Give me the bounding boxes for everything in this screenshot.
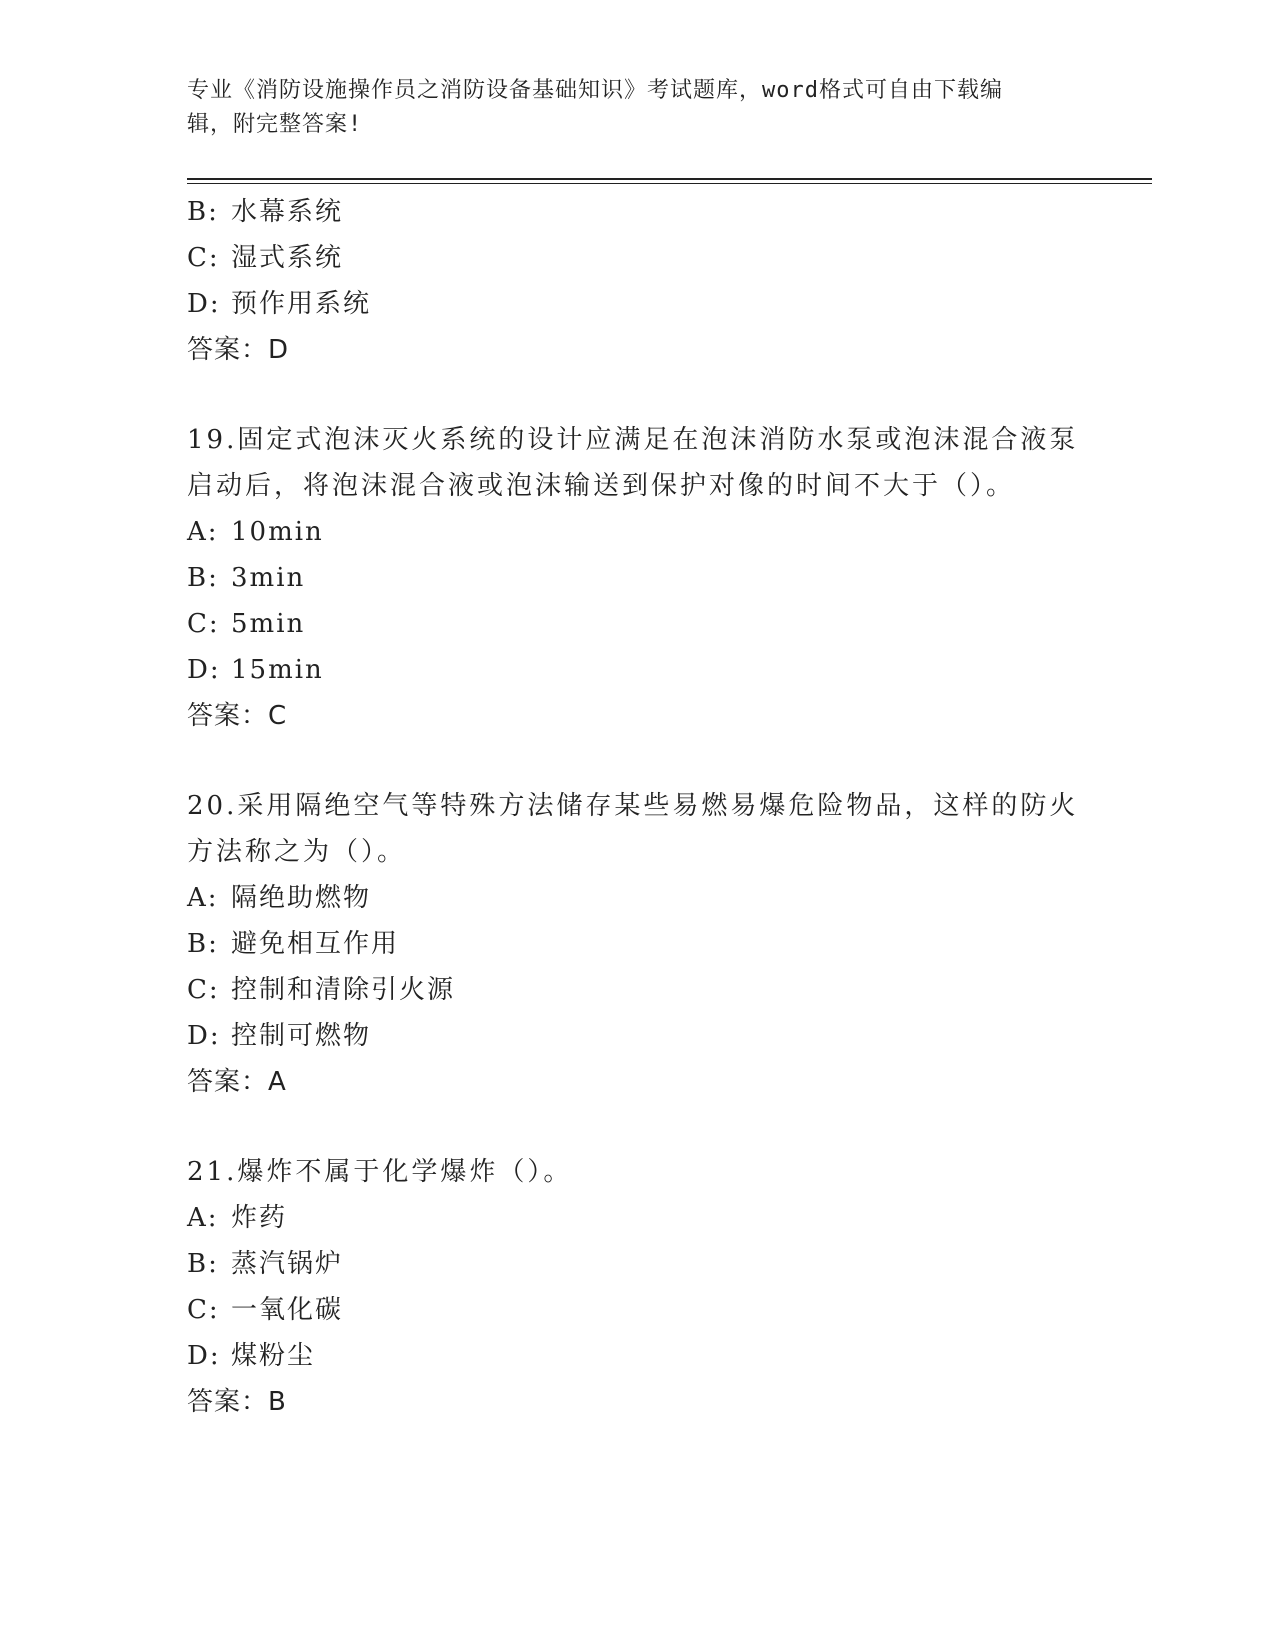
option-c xyxy=(187,1287,1087,1333)
page-header xyxy=(187,74,1087,142)
option-c xyxy=(187,235,1087,281)
option-text: 控制可燃物 xyxy=(231,1021,372,1051)
option-d xyxy=(187,281,1087,327)
question-text-line: 启动后，将泡沫混合液或泡沫输送到保护对像的时间不大于（）。 xyxy=(187,471,1016,501)
option-b xyxy=(187,1241,1087,1287)
question-content xyxy=(187,189,1087,1425)
option-b xyxy=(187,189,1087,235)
question-text-line: 19.固定式泡沫灭火系统的设计应满足在泡沫消防水泵或泡沫混合液泵 xyxy=(187,425,1079,455)
option-text: 预作用系统 xyxy=(231,289,372,319)
question-19 xyxy=(187,417,1087,739)
option-letter: C: xyxy=(187,243,220,273)
spacer xyxy=(187,739,1087,783)
option-letter: C: xyxy=(187,975,220,1005)
option-d xyxy=(187,1013,1087,1059)
question-20 xyxy=(187,783,1087,1105)
option-letter: B: xyxy=(187,563,219,593)
option-a xyxy=(187,1195,1087,1241)
option-a xyxy=(187,509,1087,555)
option-text: 一氧化碳 xyxy=(231,1295,344,1325)
option-letter: C: xyxy=(187,1295,220,1325)
option-letter: A: xyxy=(187,883,219,913)
option-text: 控制和清除引火源 xyxy=(231,975,456,1005)
header-line-2: 辑，附完整答案! xyxy=(187,112,363,137)
spacer xyxy=(187,373,1087,417)
question-text-line: 20.采用隔绝空气等特殊方法储存某些易燃易爆危险物品，这样的防火 xyxy=(187,791,1079,821)
answer-line: 答案：B xyxy=(187,1387,287,1417)
option-text: 湿式系统 xyxy=(231,243,344,273)
header-divider-thick xyxy=(187,178,1152,180)
option-text: 5min xyxy=(231,609,306,639)
option-b xyxy=(187,921,1087,967)
header-divider-thin xyxy=(187,183,1152,184)
question-text-line: 21.爆炸不属于化学爆炸（）。 xyxy=(187,1157,573,1187)
option-text: 避免相互作用 xyxy=(231,929,400,959)
option-c xyxy=(187,601,1087,647)
option-letter: D: xyxy=(187,289,221,319)
answer-line: 答案：D xyxy=(187,335,290,365)
option-text: 煤粉尘 xyxy=(231,1341,316,1371)
option-letter: D: xyxy=(187,1021,221,1051)
option-text: 蒸汽锅炉 xyxy=(231,1249,344,1279)
question-text-line: 方法称之为（）。 xyxy=(187,837,407,867)
option-text: 隔绝助燃物 xyxy=(231,883,372,913)
option-text: 水幕系统 xyxy=(231,197,344,227)
option-d xyxy=(187,1333,1087,1379)
answer-line: 答案：C xyxy=(187,701,288,731)
option-text: 炸药 xyxy=(231,1203,288,1233)
option-text: 15min xyxy=(231,655,324,685)
option-a xyxy=(187,875,1087,921)
option-letter: A: xyxy=(187,517,219,547)
answer-line: 答案：A xyxy=(187,1067,287,1097)
option-text: 10min xyxy=(231,517,324,547)
spacer xyxy=(187,1105,1087,1149)
header-line-1: 专业《消防设施操作员之消防设备基础知识》考试题库，word格式可自由下载编 xyxy=(187,78,1003,103)
option-b xyxy=(187,555,1087,601)
option-letter: B: xyxy=(187,929,219,959)
option-letter: B: xyxy=(187,1249,219,1279)
option-letter: C: xyxy=(187,609,220,639)
option-d xyxy=(187,647,1087,693)
option-letter: D: xyxy=(187,1341,221,1371)
option-letter: A: xyxy=(187,1203,219,1233)
option-text: 3min xyxy=(231,563,306,593)
option-c xyxy=(187,967,1087,1013)
option-letter: B: xyxy=(187,197,219,227)
option-letter: D: xyxy=(187,655,221,685)
partial-question xyxy=(187,189,1087,373)
question-21 xyxy=(187,1149,1087,1425)
